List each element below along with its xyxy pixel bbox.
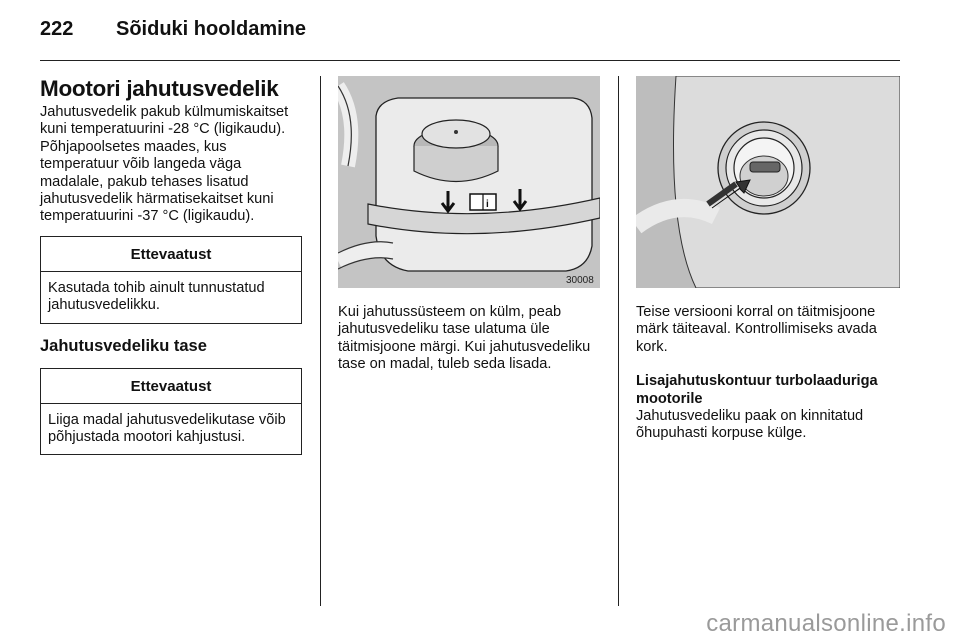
middle-paragraph: Kui jahutussüsteem on külm, peab jahutusvedeliku tase ulatuma üle täitmisjoone märgi. Kui jahutusvedeliku tase on madal, tuleb seda lisada. [338, 304, 591, 373]
turbo-circuit-heading: Lisajahutuskontuur turbolaaduriga mootorile [636, 373, 878, 407]
header-rule [40, 60, 900, 61]
column-divider-2 [618, 76, 619, 606]
caution-text: Kasutada tohib ainult tunnustatud jahutusvedelikku. [48, 279, 265, 314]
page-number: 222 [40, 18, 74, 40]
left-column [40, 76, 302, 455]
watermark: carmanualsonline.info [706, 610, 946, 637]
caution-text: Liiga madal jahutusvedelikutase võib põhjustada mootori kahjustusi. [48, 411, 286, 446]
column-divider-1 [320, 76, 321, 606]
middle-column [338, 76, 600, 374]
section-heading: Mootori jahutusvedelik [40, 76, 279, 101]
caution-title: Ettevaatust [41, 237, 301, 272]
filler-neck-illustration [636, 76, 900, 288]
coolant-reservoir-illustration [338, 76, 600, 288]
svg-text:i: i [486, 199, 489, 210]
caution-box-1 [40, 236, 302, 324]
caution-box-2 [40, 368, 302, 456]
intro-paragraph: Jahutusvedelik pakub külmumiskaitset kuni temperatuurini -28 °C (ligikaudu). Põhjapoolsetes maades, kus temperatuur võib langeda väga madalale, pakub tehases lisatud jahutusvedelik härmatisekaitset kuni temperatuurini -37 °C (ligikaudu). [40, 104, 289, 225]
right-paragraph-1: Teise versiooni korral on täitmisjoone märk täiteaval. Kontrollimiseks avada kork. [636, 304, 877, 355]
right-column [636, 76, 900, 443]
right-paragraph-2: Jahutusvedeliku paak on kinnitatud õhupuhasti korpuse külge. [636, 408, 864, 442]
running-title: Sõiduki hooldamine [116, 18, 307, 40]
figure-id: 30008 [566, 275, 594, 286]
caution-title: Ettevaatust [41, 369, 301, 404]
coolant-level-heading: Jahutusvedeliku tase [40, 336, 207, 355]
